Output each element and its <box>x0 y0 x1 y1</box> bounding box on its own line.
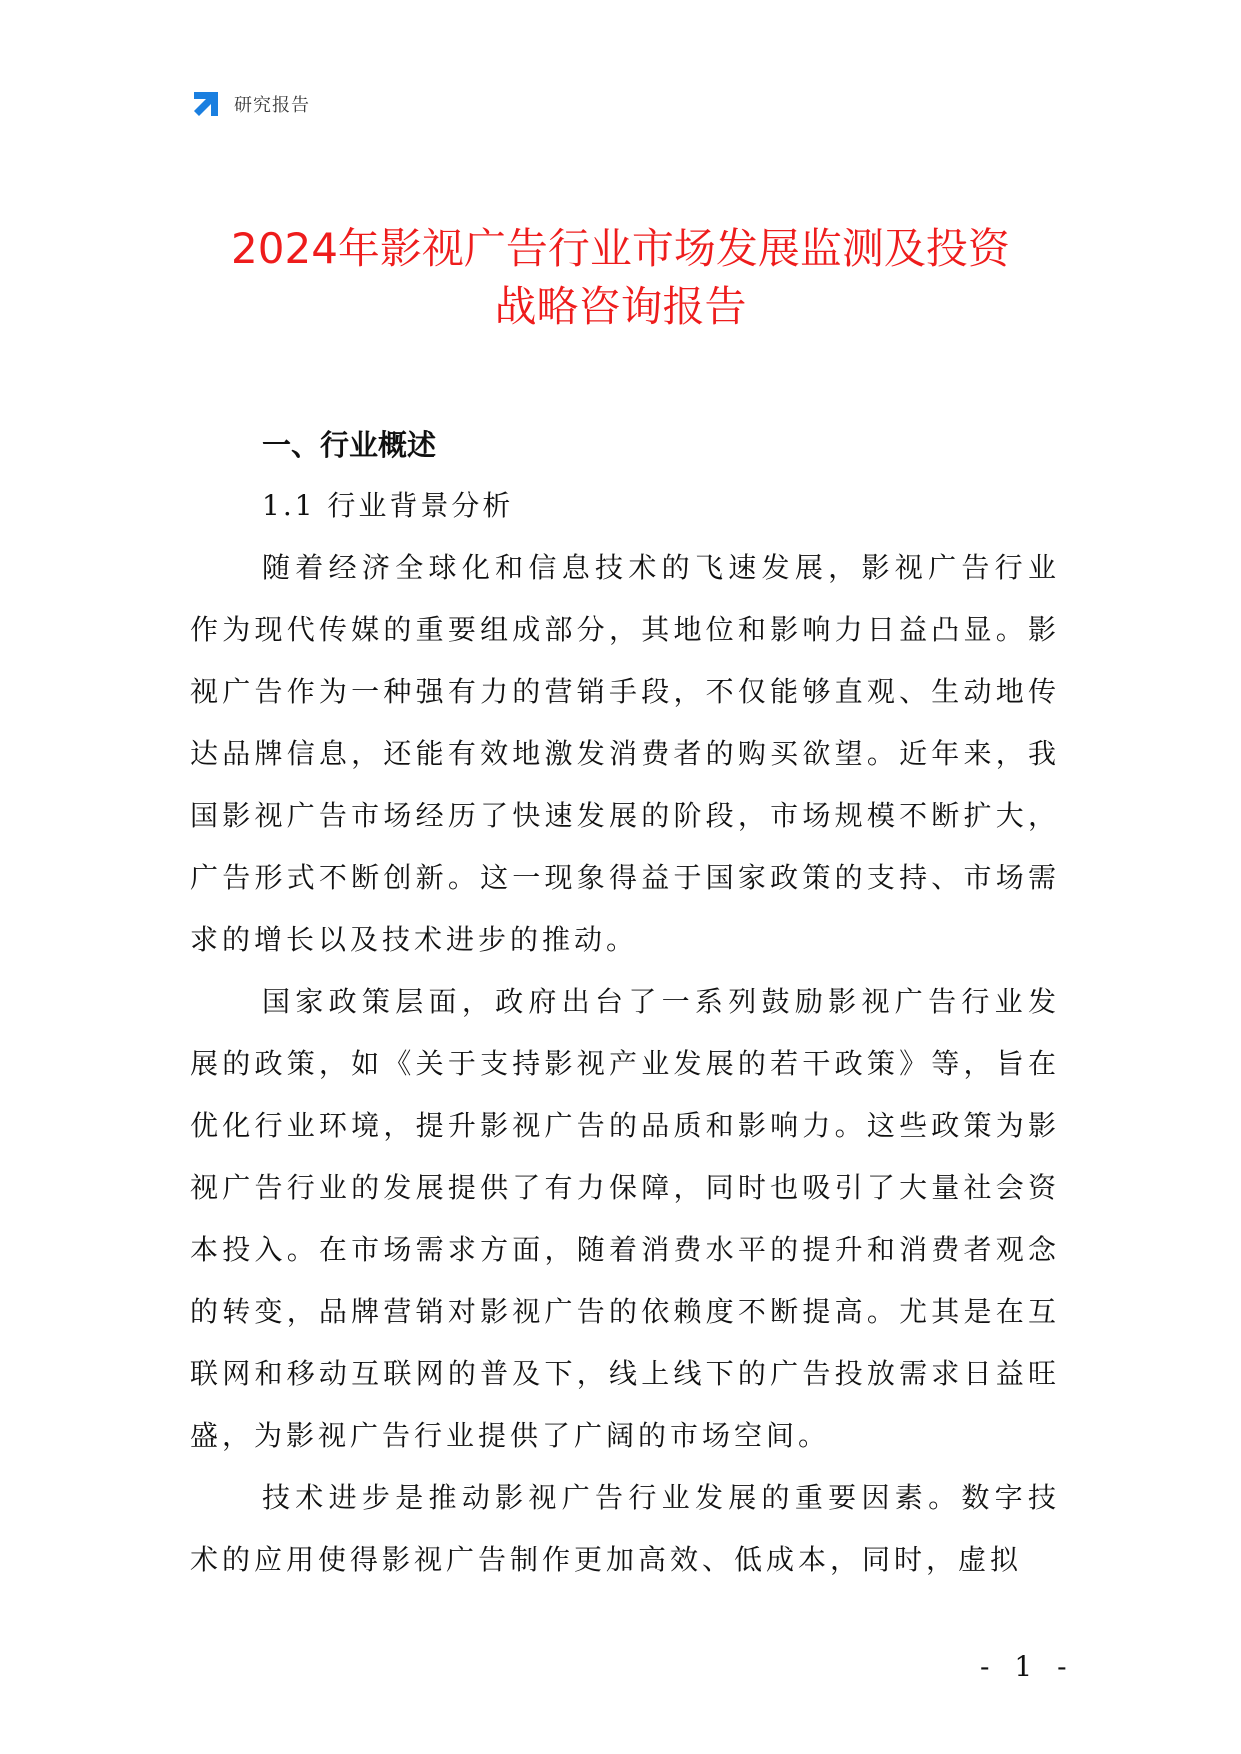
document-title <box>150 220 1091 336</box>
title-line-1: 2024年影视广告行业市场发展监测及投资 <box>231 224 1010 273</box>
paragraph-1: 随着经济全球化和信息技术的飞速发展，影视广告行业作为现代传媒的重要组成部分，其地位和影响力日益凸显。影视广告作为一种强有力的营销手段，不仅能够直观、生动地传达品牌信息，还能有效地激发消费者的购买欲望。近年来，我国影视广告市场经历了快速发展的阶段，市场规模不断扩大，广告形式不断创新。这一现象得益于国家政策的支持、市场需求的增长以及技术进步的推动。 <box>190 551 1060 956</box>
arrow-logo-icon <box>190 88 222 120</box>
title-line-2: 战略咨询报告 <box>494 282 747 331</box>
document-body <box>190 415 1060 1591</box>
subsection-heading: 1.1 行业背景分析 <box>262 489 514 522</box>
paragraph-2: 国家政策层面，政府出台了一系列鼓励影视广告行业发展的政策，如《关于支持影视产业发展的若干政策》等，旨在优化行业环境，提升影视广告的品质和影响力。这些政策为影视广告行业的发展提供了有力保障，同时也吸引了大量社会资本投入。在市场需求方面，随着消费水平的提升和消费者观念的转变，品牌营销对影视广告的依赖度不断提高。尤其是在互联网和移动互联网的普及下，线上线下的广告投放需求日益旺盛，为影视广告行业提供了广阔的市场空间。 <box>190 985 1060 1452</box>
report-header <box>190 88 310 120</box>
section-heading: 一、行业概述 <box>262 428 437 462</box>
paragraph-3: 技术进步是推动影视广告行业发展的重要因素。数字技术的应用使得影视广告制作更加高效、低成本，同时，虚拟 <box>190 1481 1060 1576</box>
header-label: 研究报告 <box>234 95 310 116</box>
page-number: - 1 - <box>980 1650 1075 1683</box>
